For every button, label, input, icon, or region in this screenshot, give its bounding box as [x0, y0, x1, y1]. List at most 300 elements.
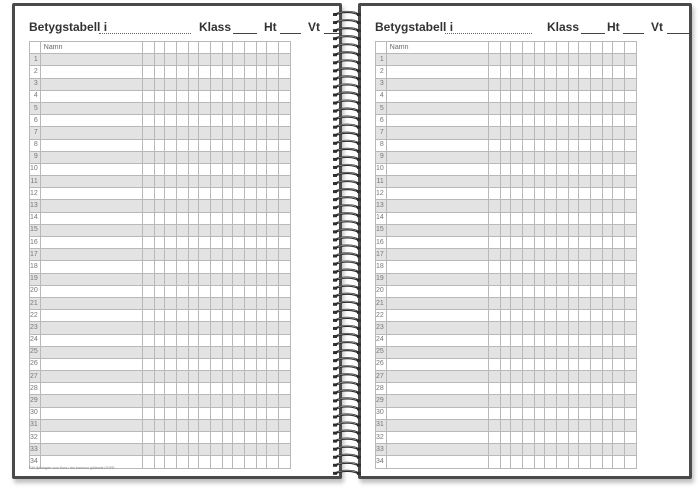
- grade-cell[interactable]: [602, 322, 612, 334]
- grade-cell[interactable]: [256, 285, 266, 297]
- grade-cell[interactable]: [256, 200, 266, 212]
- grade-cell[interactable]: [612, 42, 624, 54]
- grade-cell[interactable]: [278, 395, 290, 407]
- grade-cell[interactable]: [244, 322, 256, 334]
- grade-cell[interactable]: [602, 139, 612, 151]
- grade-cell[interactable]: [198, 261, 210, 273]
- grade-cell[interactable]: [232, 297, 244, 309]
- grade-cell[interactable]: [232, 115, 244, 127]
- grade-cell[interactable]: [624, 163, 636, 175]
- grade-cell[interactable]: [578, 139, 590, 151]
- grade-cell[interactable]: [568, 419, 578, 431]
- grade-cell[interactable]: [222, 371, 232, 383]
- grade-cell[interactable]: [154, 78, 164, 90]
- name-cell[interactable]: [386, 115, 488, 127]
- grade-cell[interactable]: [222, 66, 232, 78]
- grade-cell[interactable]: [222, 212, 232, 224]
- grade-cell[interactable]: [488, 334, 500, 346]
- grade-cell[interactable]: [222, 42, 232, 54]
- name-cell[interactable]: [386, 371, 488, 383]
- grade-cell[interactable]: [510, 334, 522, 346]
- grade-cell[interactable]: [590, 395, 602, 407]
- grade-cell[interactable]: [278, 42, 290, 54]
- grade-cell[interactable]: [164, 224, 176, 236]
- grade-cell[interactable]: [624, 151, 636, 163]
- grade-cell[interactable]: [624, 419, 636, 431]
- grade-cell[interactable]: [188, 249, 198, 261]
- grade-cell[interactable]: [244, 127, 256, 139]
- grade-cell[interactable]: [510, 371, 522, 383]
- grade-cell[interactable]: [602, 334, 612, 346]
- ht-field-line[interactable]: [623, 33, 644, 34]
- name-cell[interactable]: [40, 371, 142, 383]
- grade-cell[interactable]: [612, 456, 624, 468]
- grade-cell[interactable]: [568, 273, 578, 285]
- grade-cell[interactable]: [142, 407, 154, 419]
- grade-cell[interactable]: [278, 90, 290, 102]
- grade-cell[interactable]: [556, 127, 568, 139]
- grade-cell[interactable]: [624, 432, 636, 444]
- grade-cell[interactable]: [278, 358, 290, 370]
- grade-cell[interactable]: [556, 346, 568, 358]
- grade-cell[interactable]: [222, 176, 232, 188]
- grade-cell[interactable]: [578, 176, 590, 188]
- grade-cell[interactable]: [488, 66, 500, 78]
- grade-cell[interactable]: [266, 285, 278, 297]
- grade-cell[interactable]: [488, 102, 500, 114]
- grade-cell[interactable]: [612, 273, 624, 285]
- grade-cell[interactable]: [612, 407, 624, 419]
- grade-cell[interactable]: [164, 383, 176, 395]
- grade-cell[interactable]: [624, 334, 636, 346]
- grade-cell[interactable]: [544, 66, 556, 78]
- grade-cell[interactable]: [188, 456, 198, 468]
- grade-cell[interactable]: [210, 115, 222, 127]
- name-cell[interactable]: [40, 212, 142, 224]
- grade-cell[interactable]: [488, 432, 500, 444]
- grade-cell[interactable]: [602, 432, 612, 444]
- grade-cell[interactable]: [488, 115, 500, 127]
- grade-cell[interactable]: [556, 310, 568, 322]
- grade-cell[interactable]: [534, 297, 544, 309]
- grade-cell[interactable]: [244, 90, 256, 102]
- grade-cell[interactable]: [210, 407, 222, 419]
- grade-cell[interactable]: [522, 224, 534, 236]
- grade-cell[interactable]: [612, 127, 624, 139]
- grade-cell[interactable]: [488, 358, 500, 370]
- grade-cell[interactable]: [164, 78, 176, 90]
- grade-cell[interactable]: [256, 237, 266, 249]
- grade-cell[interactable]: [142, 444, 154, 456]
- grade-cell[interactable]: [578, 249, 590, 261]
- grade-cell[interactable]: [154, 176, 164, 188]
- grade-cell[interactable]: [266, 249, 278, 261]
- grade-cell[interactable]: [602, 163, 612, 175]
- grade-cell[interactable]: [244, 115, 256, 127]
- name-cell[interactable]: [40, 78, 142, 90]
- grade-cell[interactable]: [602, 102, 612, 114]
- grade-cell[interactable]: [222, 285, 232, 297]
- grade-cell[interactable]: [278, 432, 290, 444]
- grade-cell[interactable]: [534, 200, 544, 212]
- grade-cell[interactable]: [176, 78, 188, 90]
- grade-cell[interactable]: [612, 176, 624, 188]
- grade-cell[interactable]: [556, 261, 568, 273]
- grade-cell[interactable]: [578, 456, 590, 468]
- grade-cell[interactable]: [266, 115, 278, 127]
- grade-cell[interactable]: [154, 66, 164, 78]
- grade-cell[interactable]: [278, 212, 290, 224]
- grade-cell[interactable]: [154, 310, 164, 322]
- name-cell[interactable]: [40, 261, 142, 273]
- grade-cell[interactable]: [544, 322, 556, 334]
- grade-cell[interactable]: [266, 273, 278, 285]
- grade-cell[interactable]: [222, 224, 232, 236]
- grade-cell[interactable]: [544, 407, 556, 419]
- grade-cell[interactable]: [522, 54, 534, 66]
- grade-cell[interactable]: [578, 151, 590, 163]
- grade-cell[interactable]: [578, 334, 590, 346]
- grade-cell[interactable]: [500, 188, 510, 200]
- grade-cell[interactable]: [244, 273, 256, 285]
- grade-cell[interactable]: [154, 297, 164, 309]
- grade-cell[interactable]: [578, 115, 590, 127]
- grade-cell[interactable]: [500, 310, 510, 322]
- grade-cell[interactable]: [624, 371, 636, 383]
- grade-cell[interactable]: [590, 78, 602, 90]
- grade-cell[interactable]: [624, 322, 636, 334]
- grade-cell[interactable]: [612, 419, 624, 431]
- grade-cell[interactable]: [488, 371, 500, 383]
- grade-cell[interactable]: [222, 78, 232, 90]
- grade-cell[interactable]: [488, 310, 500, 322]
- grade-cell[interactable]: [164, 127, 176, 139]
- name-cell[interactable]: [386, 285, 488, 297]
- grade-cell[interactable]: [510, 432, 522, 444]
- grade-cell[interactable]: [510, 102, 522, 114]
- grade-cell[interactable]: [612, 90, 624, 102]
- grade-cell[interactable]: [232, 285, 244, 297]
- grade-cell[interactable]: [210, 334, 222, 346]
- grade-cell[interactable]: [602, 371, 612, 383]
- grade-cell[interactable]: [488, 407, 500, 419]
- grade-cell[interactable]: [500, 346, 510, 358]
- grade-cell[interactable]: [568, 139, 578, 151]
- grade-cell[interactable]: [556, 371, 568, 383]
- grade-cell[interactable]: [612, 395, 624, 407]
- grade-cell[interactable]: [278, 419, 290, 431]
- grade-cell[interactable]: [534, 90, 544, 102]
- grade-cell[interactable]: [210, 212, 222, 224]
- grade-cell[interactable]: [556, 456, 568, 468]
- grade-cell[interactable]: [142, 163, 154, 175]
- grade-cell[interactable]: [544, 163, 556, 175]
- grade-cell[interactable]: [176, 444, 188, 456]
- name-cell[interactable]: [386, 249, 488, 261]
- grade-cell[interactable]: [534, 261, 544, 273]
- grade-cell[interactable]: [590, 432, 602, 444]
- name-cell[interactable]: [40, 224, 142, 236]
- grade-cell[interactable]: [142, 78, 154, 90]
- grade-cell[interactable]: [232, 188, 244, 200]
- grade-cell[interactable]: [568, 407, 578, 419]
- grade-cell[interactable]: [278, 273, 290, 285]
- grade-cell[interactable]: [222, 188, 232, 200]
- grade-cell[interactable]: [232, 102, 244, 114]
- grade-cell[interactable]: [256, 358, 266, 370]
- grade-cell[interactable]: [256, 139, 266, 151]
- grade-cell[interactable]: [612, 334, 624, 346]
- grade-cell[interactable]: [602, 200, 612, 212]
- grade-cell[interactable]: [556, 66, 568, 78]
- grade-cell[interactable]: [522, 151, 534, 163]
- grade-cell[interactable]: [278, 346, 290, 358]
- grade-cell[interactable]: [612, 285, 624, 297]
- grade-cell[interactable]: [568, 212, 578, 224]
- grade-cell[interactable]: [556, 273, 568, 285]
- grade-cell[interactable]: [256, 432, 266, 444]
- grade-cell[interactable]: [556, 249, 568, 261]
- grade-cell[interactable]: [534, 54, 544, 66]
- grade-cell[interactable]: [256, 395, 266, 407]
- grade-cell[interactable]: [198, 127, 210, 139]
- grade-cell[interactable]: [578, 42, 590, 54]
- grade-cell[interactable]: [244, 78, 256, 90]
- grade-cell[interactable]: [176, 127, 188, 139]
- grade-cell[interactable]: [534, 188, 544, 200]
- name-cell[interactable]: [386, 188, 488, 200]
- grade-cell[interactable]: [210, 456, 222, 468]
- grade-cell[interactable]: [500, 66, 510, 78]
- grade-cell[interactable]: [142, 139, 154, 151]
- grade-cell[interactable]: [154, 102, 164, 114]
- grade-cell[interactable]: [578, 212, 590, 224]
- grade-cell[interactable]: [488, 261, 500, 273]
- grade-cell[interactable]: [232, 261, 244, 273]
- grade-cell[interactable]: [544, 200, 556, 212]
- grade-cell[interactable]: [188, 90, 198, 102]
- grade-cell[interactable]: [534, 127, 544, 139]
- grade-cell[interactable]: [222, 297, 232, 309]
- grade-cell[interactable]: [578, 371, 590, 383]
- grade-cell[interactable]: [590, 383, 602, 395]
- grade-cell[interactable]: [568, 383, 578, 395]
- grade-cell[interactable]: [142, 371, 154, 383]
- grade-cell[interactable]: [500, 42, 510, 54]
- grade-cell[interactable]: [578, 237, 590, 249]
- grade-cell[interactable]: [544, 102, 556, 114]
- name-cell[interactable]: [386, 383, 488, 395]
- grade-cell[interactable]: [568, 151, 578, 163]
- grade-cell[interactable]: [510, 163, 522, 175]
- grade-cell[interactable]: [602, 176, 612, 188]
- grade-cell[interactable]: [544, 334, 556, 346]
- grade-cell[interactable]: [232, 334, 244, 346]
- grade-cell[interactable]: [578, 444, 590, 456]
- grade-cell[interactable]: [556, 139, 568, 151]
- grade-cell[interactable]: [590, 42, 602, 54]
- grade-cell[interactable]: [500, 115, 510, 127]
- grade-cell[interactable]: [266, 297, 278, 309]
- grade-cell[interactable]: [244, 371, 256, 383]
- grade-cell[interactable]: [164, 237, 176, 249]
- grade-cell[interactable]: [510, 419, 522, 431]
- grade-cell[interactable]: [568, 42, 578, 54]
- grade-cell[interactable]: [602, 419, 612, 431]
- grade-cell[interactable]: [198, 395, 210, 407]
- grade-cell[interactable]: [590, 297, 602, 309]
- grade-cell[interactable]: [198, 419, 210, 431]
- grade-cell[interactable]: [244, 310, 256, 322]
- grade-cell[interactable]: [244, 297, 256, 309]
- grade-cell[interactable]: [154, 200, 164, 212]
- grade-cell[interactable]: [188, 163, 198, 175]
- grade-cell[interactable]: [624, 249, 636, 261]
- grade-cell[interactable]: [602, 395, 612, 407]
- grade-cell[interactable]: [578, 297, 590, 309]
- grade-cell[interactable]: [500, 456, 510, 468]
- grade-cell[interactable]: [164, 322, 176, 334]
- grade-cell[interactable]: [522, 456, 534, 468]
- grade-cell[interactable]: [176, 371, 188, 383]
- grade-cell[interactable]: [568, 66, 578, 78]
- grade-cell[interactable]: [590, 261, 602, 273]
- grade-cell[interactable]: [510, 127, 522, 139]
- grade-cell[interactable]: [154, 42, 164, 54]
- name-cell[interactable]: [40, 249, 142, 261]
- grade-cell[interactable]: [232, 432, 244, 444]
- grade-cell[interactable]: [266, 54, 278, 66]
- grade-cell[interactable]: [210, 249, 222, 261]
- grade-cell[interactable]: [488, 90, 500, 102]
- grade-cell[interactable]: [256, 78, 266, 90]
- grade-cell[interactable]: [198, 237, 210, 249]
- grade-cell[interactable]: [612, 358, 624, 370]
- grade-cell[interactable]: [210, 383, 222, 395]
- grade-cell[interactable]: [500, 102, 510, 114]
- grade-cell[interactable]: [602, 54, 612, 66]
- grade-cell[interactable]: [578, 78, 590, 90]
- grade-cell[interactable]: [578, 285, 590, 297]
- grade-cell[interactable]: [154, 358, 164, 370]
- grade-cell[interactable]: [556, 419, 568, 431]
- grade-cell[interactable]: [590, 212, 602, 224]
- grade-cell[interactable]: [488, 78, 500, 90]
- grade-cell[interactable]: [176, 310, 188, 322]
- grade-cell[interactable]: [154, 322, 164, 334]
- grade-cell[interactable]: [568, 432, 578, 444]
- grade-cell[interactable]: [176, 432, 188, 444]
- grade-cell[interactable]: [510, 358, 522, 370]
- grade-cell[interactable]: [534, 395, 544, 407]
- grade-cell[interactable]: [544, 419, 556, 431]
- grade-cell[interactable]: [210, 66, 222, 78]
- grade-cell[interactable]: [522, 200, 534, 212]
- grade-cell[interactable]: [176, 419, 188, 431]
- name-cell[interactable]: [386, 419, 488, 431]
- grade-cell[interactable]: [188, 371, 198, 383]
- grade-cell[interactable]: [488, 419, 500, 431]
- grade-cell[interactable]: [534, 358, 544, 370]
- name-cell[interactable]: [40, 102, 142, 114]
- grade-cell[interactable]: [578, 346, 590, 358]
- grade-cell[interactable]: [278, 456, 290, 468]
- grade-cell[interactable]: [164, 90, 176, 102]
- grade-cell[interactable]: [222, 419, 232, 431]
- grade-cell[interactable]: [578, 310, 590, 322]
- grade-cell[interactable]: [232, 322, 244, 334]
- grade-cell[interactable]: [176, 297, 188, 309]
- grade-cell[interactable]: [232, 176, 244, 188]
- grade-cell[interactable]: [556, 90, 568, 102]
- grade-cell[interactable]: [590, 358, 602, 370]
- grade-cell[interactable]: [244, 407, 256, 419]
- grade-cell[interactable]: [544, 42, 556, 54]
- grade-cell[interactable]: [544, 456, 556, 468]
- grade-cell[interactable]: [164, 358, 176, 370]
- grade-cell[interactable]: [556, 285, 568, 297]
- grade-cell[interactable]: [590, 419, 602, 431]
- grade-cell[interactable]: [534, 285, 544, 297]
- grade-cell[interactable]: [510, 78, 522, 90]
- grade-cell[interactable]: [198, 66, 210, 78]
- grade-cell[interactable]: [534, 151, 544, 163]
- grade-cell[interactable]: [188, 334, 198, 346]
- grade-cell[interactable]: [500, 273, 510, 285]
- grade-cell[interactable]: [590, 310, 602, 322]
- grade-cell[interactable]: [534, 419, 544, 431]
- grade-cell[interactable]: [210, 237, 222, 249]
- grade-cell[interactable]: [624, 90, 636, 102]
- grade-cell[interactable]: [534, 456, 544, 468]
- grade-cell[interactable]: [164, 212, 176, 224]
- grade-cell[interactable]: [154, 54, 164, 66]
- grade-cell[interactable]: [602, 42, 612, 54]
- grade-cell[interactable]: [198, 188, 210, 200]
- grade-cell[interactable]: [188, 297, 198, 309]
- grade-cell[interactable]: [188, 358, 198, 370]
- grade-cell[interactable]: [176, 42, 188, 54]
- grade-cell[interactable]: [500, 395, 510, 407]
- name-cell[interactable]: [40, 419, 142, 431]
- grade-cell[interactable]: [500, 407, 510, 419]
- grade-cell[interactable]: [142, 383, 154, 395]
- grade-cell[interactable]: [612, 151, 624, 163]
- grade-cell[interactable]: [488, 200, 500, 212]
- grade-cell[interactable]: [210, 285, 222, 297]
- grade-cell[interactable]: [522, 346, 534, 358]
- grade-cell[interactable]: [164, 419, 176, 431]
- grade-cell[interactable]: [210, 297, 222, 309]
- grade-cell[interactable]: [256, 188, 266, 200]
- grade-cell[interactable]: [534, 212, 544, 224]
- grade-cell[interactable]: [188, 212, 198, 224]
- subject-field-line[interactable]: [445, 33, 532, 34]
- grade-cell[interactable]: [522, 176, 534, 188]
- grade-cell[interactable]: [222, 237, 232, 249]
- grade-cell[interactable]: [278, 249, 290, 261]
- grade-cell[interactable]: [142, 66, 154, 78]
- grade-cell[interactable]: [198, 102, 210, 114]
- grade-cell[interactable]: [154, 151, 164, 163]
- grade-cell[interactable]: [198, 444, 210, 456]
- grade-cell[interactable]: [590, 322, 602, 334]
- grade-cell[interactable]: [544, 188, 556, 200]
- grade-cell[interactable]: [266, 346, 278, 358]
- grade-cell[interactable]: [612, 224, 624, 236]
- grade-cell[interactable]: [510, 456, 522, 468]
- grade-cell[interactable]: [578, 395, 590, 407]
